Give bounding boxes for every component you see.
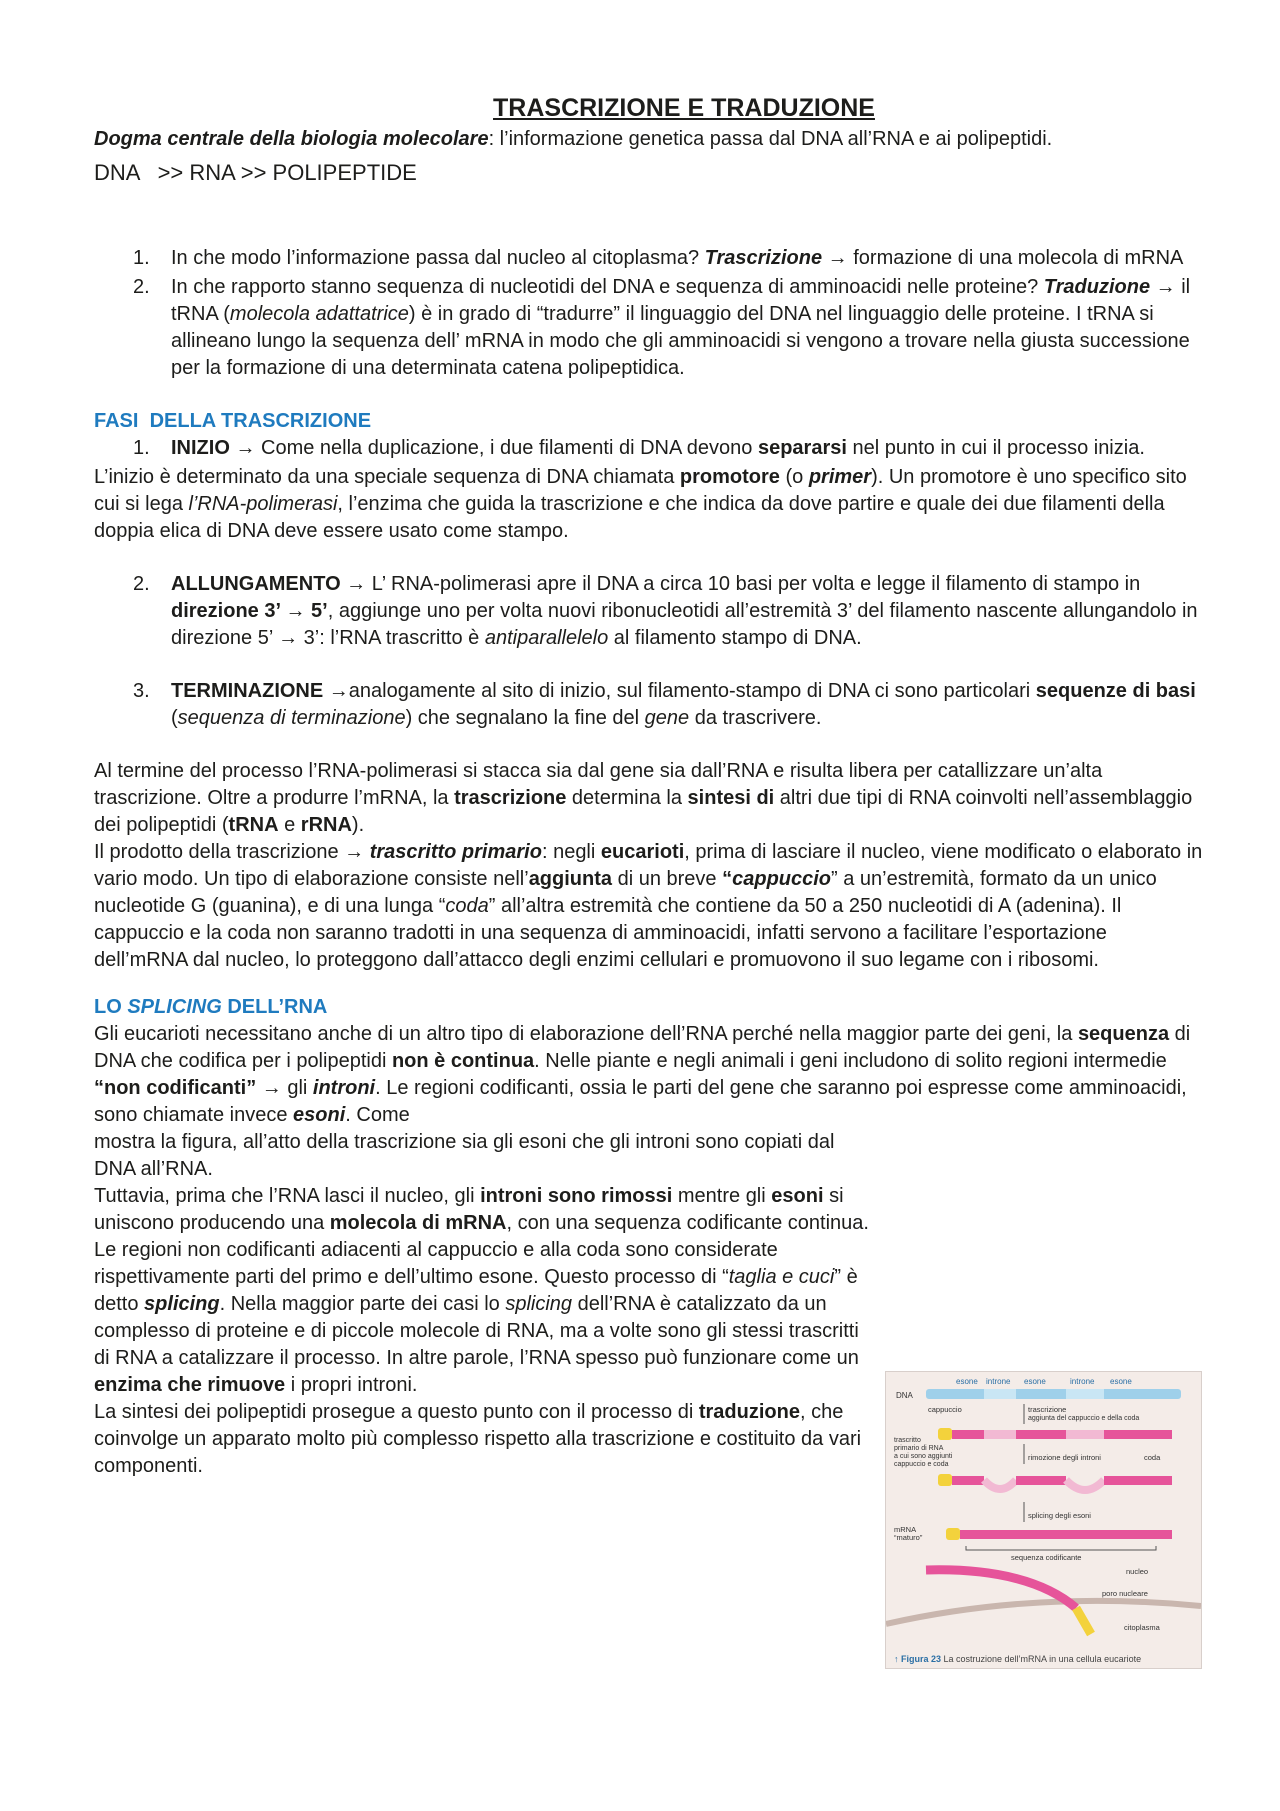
dna-intron-2 xyxy=(1066,1389,1104,1399)
fase-label: INIZIO xyxy=(171,437,230,459)
splicing-paragraph-1-tail: mostra la figura, all’atto della trascrizione sia gli esoni che gli introni sono copiati dal DNA all’RNA. xyxy=(94,1131,835,1180)
text: ). xyxy=(351,814,365,836)
italic-text: l’RNA-polimerasi xyxy=(188,493,338,515)
label-esone: esone xyxy=(956,1377,978,1386)
central-dogma-flow: DNA >> RNA >> POLIPEPTIDE xyxy=(94,160,417,185)
fase-text: da trascrivere. xyxy=(689,707,822,729)
text: , con una sequenza codificante continua. Le regioni non codificanti adiacenti al cappuccio e alla coda sono considerate rispettivamente parti del primo e dell’ultimo esone. Questo processo di “ xyxy=(94,1212,869,1288)
label-poro: poro nucleare xyxy=(1102,1589,1148,1598)
text: ” all’altra estremità che contiene da 50 a 250 nucleotidi di A (adenina). Il cappuccio e la coda non saranno tradotti in una sequenza di amminoacidi, infatti servono a facilitare l’esportazione dell’mRNA dal nucleo, lo proteggono dall’attacco degli enzimi cellulari e promuovono il suo legame con i ribosomi. xyxy=(94,895,1122,971)
label-maturo: “maturo” xyxy=(894,1533,923,1542)
list-number: 2. xyxy=(133,573,150,595)
dogma-paragraph xyxy=(94,126,1204,153)
document-page xyxy=(94,92,1204,1480)
label-trascrizione: trascrizione xyxy=(1028,1405,1067,1414)
bold-text: “non codificanti” xyxy=(94,1077,257,1099)
fase-bold: direzione 3’ → 5’ xyxy=(171,600,328,622)
label-esone: esone xyxy=(1110,1377,1132,1386)
question-term: Traduzione xyxy=(1043,276,1151,298)
section-heading-splicing xyxy=(94,994,1204,1021)
heading-part: DELL’RNA xyxy=(221,996,328,1018)
splicing-paragraph-2 xyxy=(94,1183,874,1399)
question-item xyxy=(94,245,1204,272)
bold-text: enzima che rimuove xyxy=(94,1374,286,1396)
intron-rna-2 xyxy=(1066,1430,1104,1439)
heading-part: LO xyxy=(94,996,128,1018)
text: L’inizio è determinato da una speciale sequenza di DNA chiamata xyxy=(94,466,680,488)
text: , prima di lasciare il nucleo, viene modificato o elaborato in vario modo. Un tipo di elaborazione consiste nell’ xyxy=(94,841,1203,890)
fase-text: , aggiunge uno per volta nuovi ribonucleotidi all’estremità 3’ del filamento nascente allungandolo in direzione 5’ → 3’: l’RNA trascritto è xyxy=(171,600,1198,649)
bold-italic-text: primer xyxy=(808,466,872,488)
dna-band xyxy=(926,1389,1181,1399)
heading-part: SPLICING xyxy=(127,996,222,1018)
dna-intron-1 xyxy=(984,1389,1016,1399)
splicing-paragraph-1 xyxy=(94,1021,1204,1129)
italic-text: taglia e cuci xyxy=(728,1266,835,1288)
bold-text: trascrizione xyxy=(454,787,567,809)
bracket xyxy=(966,1546,1156,1550)
mrna-cap-exit xyxy=(1076,1608,1091,1634)
text: → gli xyxy=(256,1077,313,1099)
question-text: ) è in grado di “tradurre” il linguaggio del DNA nel linguaggio delle proteine. I tRNA si allineano lungo la sequenza dell’ mRNA in modo che gli amminoacidi si vengono a trovare nella giusta successione per la formazione di una determinata catena polipeptidica. xyxy=(171,303,1190,379)
bold-text: molecola di mRNA xyxy=(329,1212,507,1234)
text: La sintesi dei polipeptidi prosegue a questo punto con il processo di xyxy=(94,1401,699,1423)
fase-terminazione xyxy=(94,678,1204,732)
fase-label: ALLUNGAMENTO xyxy=(171,573,341,595)
fasi-list-2 xyxy=(94,571,1204,652)
fase-text: ) che segnalano la fine del xyxy=(405,707,645,729)
fase-text: nel punto in cui il processo inizia. xyxy=(846,437,1145,459)
bold-italic-text: introni xyxy=(312,1077,376,1099)
text: mentre gli xyxy=(672,1185,772,1207)
bold-italic-text: trascritto primario xyxy=(369,841,542,863)
fasi-list-3 xyxy=(94,678,1204,732)
splicing-column xyxy=(94,1129,874,1480)
list-number: 3. xyxy=(133,680,150,702)
bold-text: promotore xyxy=(679,466,780,488)
bold-text: traduzione xyxy=(698,1401,800,1423)
label-rimozione: rimozione degli introni xyxy=(1028,1453,1101,1462)
list-number: 1. xyxy=(133,247,150,269)
label-mrna: mRNA xyxy=(894,1525,917,1534)
label-cappuccio: cappuccio xyxy=(928,1405,962,1414)
text: Gli eucarioti necessitano anche di un altro tipo di elaborazione dell’RNA perché nella maggior parte dei geni, la xyxy=(94,1023,1078,1045)
text: . Come xyxy=(345,1104,410,1126)
intron-rna-1 xyxy=(984,1430,1016,1439)
label-introne: introne xyxy=(986,1377,1011,1386)
bold-text: tRNA xyxy=(228,814,279,836)
question-text: → il tRNA ( xyxy=(171,276,1191,325)
text: : negli xyxy=(541,841,601,863)
label-esone: esone xyxy=(1024,1377,1046,1386)
questions-list xyxy=(94,245,1204,382)
label-dna: DNA xyxy=(896,1391,913,1400)
text: Il prodotto della trascrizione → xyxy=(94,841,370,863)
bold-italic-text: cappuccio xyxy=(732,868,832,890)
question-text: → formazione di una molecola di mRNA xyxy=(822,247,1184,269)
label-cappuccio-coda: cappuccio e coda xyxy=(894,1461,949,1468)
text: si uniscono producendo una xyxy=(94,1185,844,1234)
page-title: TRASCRIZIONE E TRADUZIONE xyxy=(493,94,875,122)
label-primario: primario di RNA xyxy=(894,1445,944,1452)
text: altri due tipi di RNA coinvolti nell’assemblaggio dei polipeptidi ( xyxy=(94,787,1193,836)
list-number: 2. xyxy=(133,276,150,298)
cap-3 xyxy=(946,1528,960,1540)
figure-caption xyxy=(894,1654,1141,1664)
label-citoplasma: citoplasma xyxy=(1124,1623,1160,1632)
fase-italic: gene xyxy=(644,707,690,729)
italic-text: splicing xyxy=(505,1293,573,1315)
text: . Nelle piante e negli animali i geni includono di solito regioni intermedie xyxy=(534,1050,1167,1072)
label-sequenza: sequenza codificante xyxy=(1011,1553,1082,1562)
question-text: In che modo l’informazione passa dal nucleo al citoplasma? xyxy=(171,247,705,269)
bold-text: rRNA xyxy=(300,814,352,836)
bold-text: eucarioti xyxy=(600,841,685,863)
text: , l’enzima che guida la trascrizione e che indica da dove partire e quale dei due filamenti della doppia elica di DNA deve essere usato come stampo. xyxy=(94,493,1165,542)
dogma-text: : l’informazione genetica passa dal DNA all’RNA e ai polipeptidi. xyxy=(488,128,1053,150)
bold-text: aggiunta xyxy=(528,868,613,890)
termine-paragraph xyxy=(94,758,1204,839)
label-introne: introne xyxy=(1070,1377,1095,1386)
bold-text: introni sono rimossi xyxy=(480,1185,673,1207)
text: Tuttavia, prima che l’RNA lasci il nucleo, gli xyxy=(94,1185,481,1207)
fase-label: TERMINAZIONE xyxy=(171,680,324,702)
nuclear-membrane xyxy=(886,1601,1201,1624)
caption-text: La costruzione dell’mRNA in una cellula eucariote xyxy=(941,1654,1142,1664)
italic-text: coda xyxy=(445,895,489,917)
fasi-list-1 xyxy=(94,435,1204,462)
inizio-paragraph xyxy=(94,464,1204,545)
fase-inizio xyxy=(94,435,1204,462)
text: ” è detto xyxy=(94,1266,858,1315)
bold-text: sequenza xyxy=(1077,1023,1170,1045)
section-heading-fasi: FASI DELLA TRASCRIZIONE xyxy=(94,410,372,432)
fase-text: al filamento stampo di DNA. xyxy=(608,627,862,649)
text: . Nella maggior parte dei casi lo xyxy=(219,1293,506,1315)
question-term: Trascrizione xyxy=(704,247,823,269)
prodotto-paragraph xyxy=(94,839,1204,974)
intron-loop-2 xyxy=(1066,1480,1104,1490)
intron-loop-1 xyxy=(984,1480,1016,1489)
label-sono-aggiunti: a cui sono aggiunti xyxy=(894,1453,953,1460)
label-nucleo: nucleo xyxy=(1126,1567,1149,1576)
question-text: In che rapporto stanno sequenza di nucleotidi del DNA e sequenza di amminoacidi nelle proteine? xyxy=(171,276,1044,298)
fase-allungamento xyxy=(94,571,1204,652)
text: (o xyxy=(779,466,809,488)
fase-bold: separarsi xyxy=(757,437,847,459)
mrna-figure xyxy=(885,1371,1202,1669)
text: Al termine del processo l’RNA-polimerasi si stacca sia dal gene sia dall’RNA e risulta libera per catallizzare un’alta trascrizione. Oltre a produrre l’mRNA, la xyxy=(94,760,1103,809)
exon-2 xyxy=(1016,1476,1066,1485)
text: ” a un’estremità, formato da un unico nucleotide G (guanina), e di una lunga “ xyxy=(94,868,1157,917)
text: . Le regioni codificanti, ossia le parti del gene che saranno poi espresse come amminoacidi, sono chiamate invece xyxy=(94,1077,1187,1126)
bold-text: esoni xyxy=(771,1185,824,1207)
fase-text: → Come nella duplicazione, i due filamenti di DNA devono xyxy=(229,437,758,459)
text: , che coinvolge un apparato molto più complesso rispetto alla trascrizione e costituito da vari componenti. xyxy=(94,1401,862,1477)
text: determina la xyxy=(566,787,688,809)
text: e xyxy=(278,814,301,836)
bold-italic-text: esoni xyxy=(293,1104,346,1126)
question-item xyxy=(94,274,1204,382)
label-coda: coda xyxy=(1144,1453,1161,1462)
caption-number: ↑ Figura 23 xyxy=(894,1654,942,1664)
bold-text: “ xyxy=(722,868,733,890)
text: di un breve xyxy=(612,868,723,890)
bold-text: non è continua xyxy=(391,1050,535,1072)
fase-text: →analogamente al sito di inizio, sul filamento-stampo di DNA ci sono particolari xyxy=(323,680,1036,702)
text: ). Un promotore è uno specifico sito cui si lega xyxy=(94,466,1187,515)
mature-mrna xyxy=(960,1530,1172,1539)
fase-italic: sequenza di terminazione xyxy=(177,707,406,729)
fase-bold: sequenze di basi xyxy=(1035,680,1196,702)
question-term-italic: molecola adattatrice xyxy=(229,303,409,325)
fase-text: → L’ RNA-polimerasi apre il DNA a circa 10 basi per volta e legge il filamento di stampo in xyxy=(340,573,1141,595)
splicing-paragraph-3 xyxy=(94,1399,874,1480)
cap-2 xyxy=(938,1474,952,1486)
fase-text: ( xyxy=(171,707,178,729)
exon-3 xyxy=(1104,1476,1172,1485)
dogma-term: Dogma centrale della biologia molecolare xyxy=(94,128,489,150)
text: di DNA che codifica per i polipeptidi xyxy=(94,1023,1191,1072)
cap-1 xyxy=(938,1428,952,1440)
bold-italic-text: splicing xyxy=(144,1293,220,1315)
label-aggiunta: aggiunta del cappuccio e della coda xyxy=(1028,1415,1140,1422)
exon-1 xyxy=(952,1476,984,1485)
label-splicing-esoni: splicing degli esoni xyxy=(1028,1511,1091,1520)
list-number: 1. xyxy=(133,437,150,459)
bold-text: sintesi di xyxy=(687,787,775,809)
label-trascritto: trascritto xyxy=(894,1437,921,1444)
text: dell’RNA è catalizzato da un complesso di proteine e di piccole molecole di RNA, ma a volte sono gli stessi trascritti di RNA a catalizzare il processo. In altre parole, l’RNA spesso può funzionare come un xyxy=(94,1293,859,1369)
fase-italic: antiparallelelo xyxy=(484,627,609,649)
mrna-diagram xyxy=(886,1372,1201,1668)
text: i propri introni. xyxy=(285,1374,418,1396)
